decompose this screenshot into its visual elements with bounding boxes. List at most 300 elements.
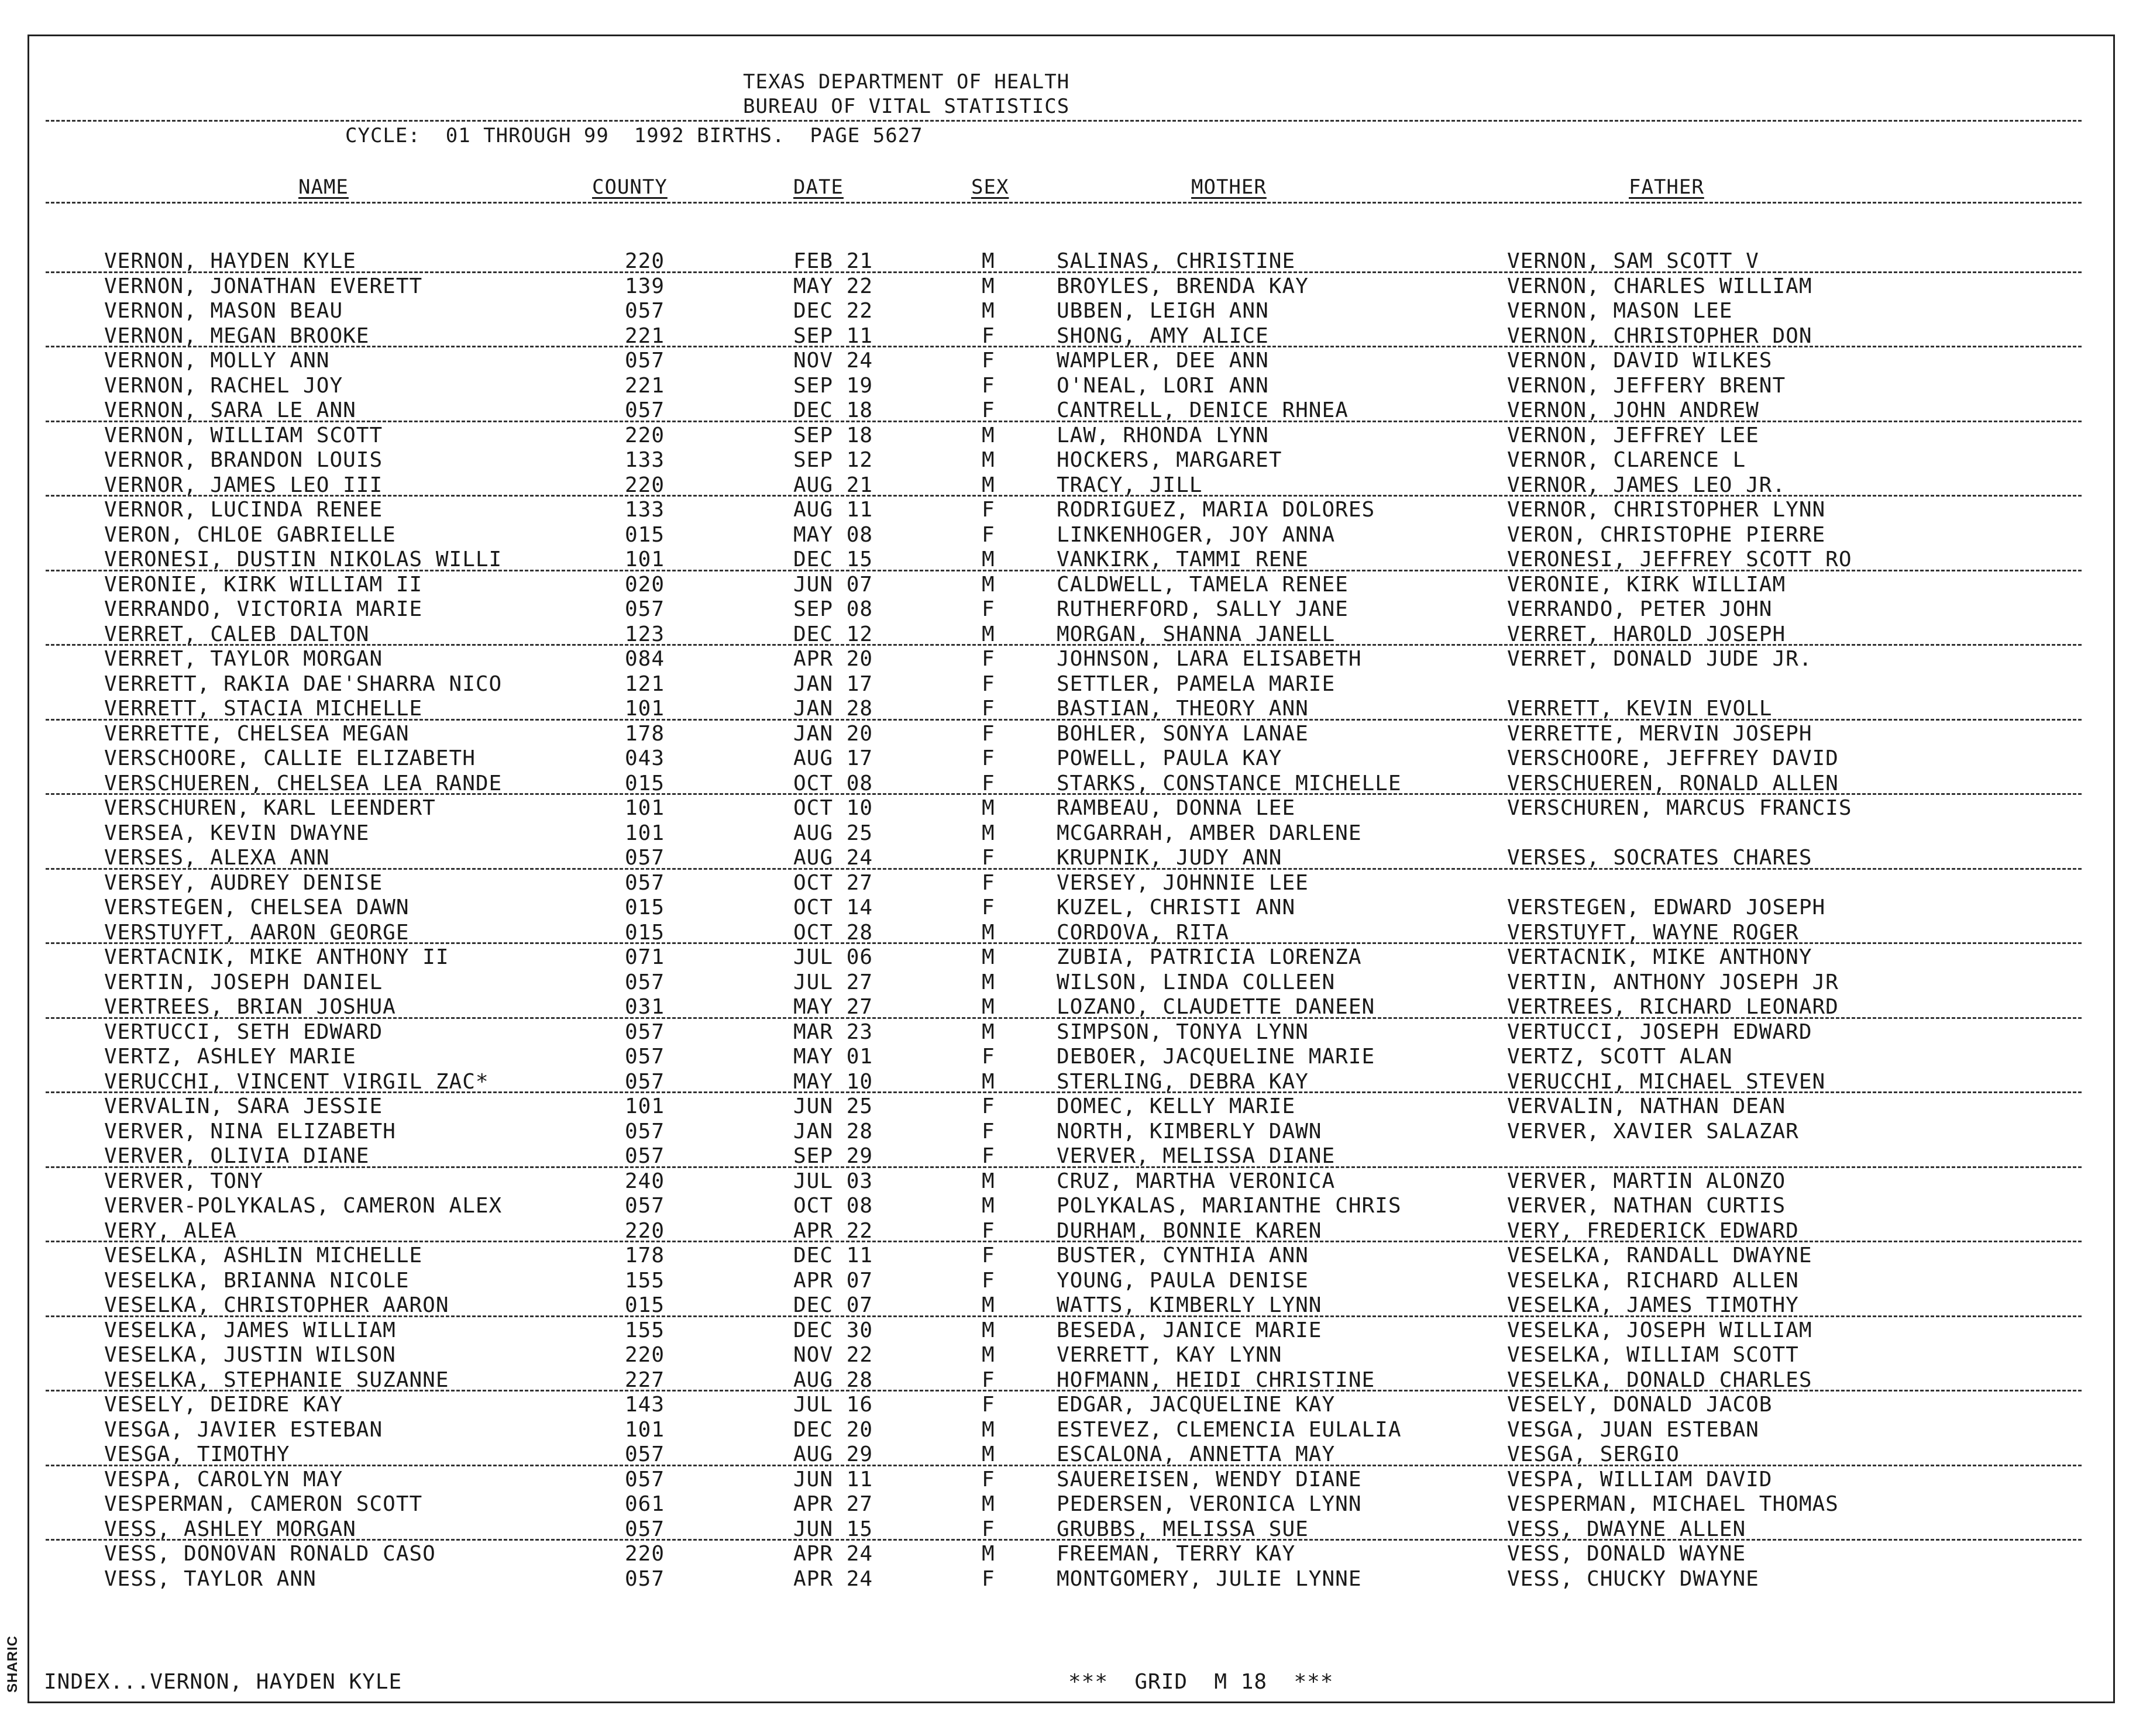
- cell-county: 057: [625, 1045, 665, 1069]
- cell-mother: JOHNSON, LARA ELISABETH: [1057, 647, 1362, 671]
- cell-date: AUG 25: [793, 821, 873, 845]
- cell-mother: ESCALONA, ANNETTA MAY: [1057, 1442, 1336, 1466]
- cell-county: 101: [625, 821, 665, 845]
- cycle-line: CYCLE: 01 THROUGH 99 1992 BIRTHS. PAGE 5627: [345, 124, 923, 147]
- cell-father: VERSTUYFT, WAYNE ROGER: [1507, 920, 1799, 945]
- table-row: [0, 448, 2136, 473]
- cell-date: AUG 28: [793, 1368, 873, 1392]
- column-header-name: NAME: [298, 175, 349, 199]
- cell-name: VESELKA, JAMES WILLIAM: [104, 1318, 396, 1342]
- cell-county: 071: [625, 945, 665, 969]
- cell-date: FEB 21: [793, 249, 873, 273]
- cell-father: VERRET, DONALD JUDE JR.: [1507, 647, 1812, 671]
- cell-father: VERVER, XAVIER SALAZAR: [1507, 1119, 1799, 1143]
- cell-county: 220: [625, 423, 665, 447]
- cell-date: OCT 10: [793, 796, 873, 820]
- table-row: [0, 1318, 2136, 1344]
- cell-mother: VERRETT, KAY LYNN: [1057, 1343, 1282, 1367]
- cell-mother: ZUBIA, PATRICIA LORENZA: [1057, 945, 1362, 969]
- cell-sex: M: [982, 473, 995, 497]
- table-row: [0, 597, 2136, 622]
- cell-date: APR 24: [793, 1542, 873, 1566]
- cell-father: VERON, CHRISTOPHE PIERRE: [1507, 522, 1826, 547]
- cell-date: OCT 14: [793, 895, 873, 919]
- cell-county: 220: [625, 1343, 665, 1367]
- table-row: [0, 1120, 2136, 1145]
- cell-sex: F: [982, 1566, 995, 1591]
- cell-father: VERNON, CHRISTOPHER DON: [1507, 323, 1812, 348]
- cell-name: VERRETTE, CHELSEA MEGAN: [104, 721, 410, 746]
- cell-date: SEP 12: [793, 448, 873, 472]
- cell-date: DEC 18: [793, 398, 873, 422]
- cell-mother: NORTH, KIMBERLY DAWN: [1057, 1119, 1322, 1143]
- cell-date: JUN 11: [793, 1467, 873, 1492]
- table-row: [0, 299, 2136, 324]
- table-row: [0, 274, 2136, 299]
- cell-name: VERONIE, KIRK WILLIAM II: [104, 572, 423, 597]
- cell-date: MAR 23: [793, 1019, 873, 1044]
- cell-mother: PEDERSEN, VERONICA LYNN: [1057, 1492, 1362, 1516]
- cell-father: VESPA, WILLIAM DAVID: [1507, 1467, 1773, 1492]
- cell-father: VERRANDO, PETER JOHN: [1507, 597, 1773, 621]
- cell-name: VERNON, MASON BEAU: [104, 299, 343, 323]
- cell-date: JUN 07: [793, 572, 873, 597]
- table-row: [0, 647, 2136, 672]
- cell-name: VERVER, TONY: [104, 1169, 264, 1193]
- cell-sex: M: [982, 423, 995, 447]
- cell-sex: M: [982, 970, 995, 994]
- cell-father: VESS, DONALD WAYNE: [1507, 1542, 1746, 1566]
- cell-sex: F: [982, 1368, 995, 1392]
- cell-date: SEP 08: [793, 597, 873, 621]
- table-row: [0, 349, 2136, 374]
- cell-date: JAN 28: [793, 697, 873, 721]
- table-row: [0, 771, 2136, 797]
- cell-sex: M: [982, 1318, 995, 1342]
- cell-date: SEP 18: [793, 423, 873, 447]
- table-row: [0, 1269, 2136, 1294]
- cell-mother: DEBOER, JACQUELINE MARIE: [1057, 1045, 1375, 1069]
- table-row: [0, 1194, 2136, 1219]
- cell-mother: KUZEL, CHRISTI ANN: [1057, 895, 1296, 919]
- cell-date: AUG 17: [793, 746, 873, 770]
- table-row: [0, 846, 2136, 871]
- cell-county: 015: [625, 1293, 665, 1317]
- cell-county: 057: [625, 398, 665, 422]
- cell-sex: F: [982, 671, 995, 696]
- table-row: [0, 573, 2136, 598]
- cell-county: 057: [625, 1194, 665, 1218]
- cell-name: VESELKA, CHRISTOPHER AARON: [104, 1293, 449, 1317]
- cell-name: VERSCHUREN, KARL LEENDERT: [104, 796, 436, 820]
- cell-sex: F: [982, 1244, 995, 1267]
- cell-name: VERNOR, LUCINDA RENEE: [104, 498, 383, 522]
- cell-sex: M: [982, 1417, 995, 1442]
- cell-father: VERONIE, KIRK WILLIAM: [1507, 572, 1786, 597]
- cell-father: VERTACNIK, MIKE ANTHONY: [1507, 945, 1812, 969]
- table-row: [0, 1567, 2136, 1592]
- cell-name: VERSCHUEREN, CHELSEA LEA RANDE: [104, 771, 503, 795]
- table-row: [0, 1219, 2136, 1244]
- cell-county: 101: [625, 1094, 665, 1118]
- cell-county: 015: [625, 522, 665, 547]
- table-row: [0, 1020, 2136, 1045]
- column-header-sex: SEX: [971, 175, 1009, 199]
- cell-name: VERSTEGEN, CHELSEA DAWN: [104, 895, 410, 919]
- cell-sex: M: [982, 1492, 995, 1516]
- cell-sex: F: [982, 597, 995, 621]
- cell-sex: M: [982, 1019, 995, 1044]
- cell-county: 221: [625, 373, 665, 398]
- cell-county: 057: [625, 1069, 665, 1094]
- column-header-rule: [46, 202, 2082, 204]
- cell-mother: WATTS, KIMBERLY LYNN: [1057, 1293, 1322, 1317]
- table-row: [0, 796, 2136, 821]
- table-row: [0, 1468, 2136, 1493]
- cell-father: VERTREES, RICHARD LEONARD: [1507, 995, 1839, 1019]
- cell-father: VERRET, HAROLD JOSEPH: [1507, 622, 1786, 646]
- cell-name: VERRETT, STACIA MICHELLE: [104, 697, 423, 721]
- column-header-county: COUNTY: [592, 175, 668, 199]
- cell-sex: F: [982, 498, 995, 522]
- cell-sex: F: [982, 373, 995, 398]
- cell-county: 057: [625, 299, 665, 323]
- cell-mother: ESTEVEZ, CLEMENCIA EULALIA: [1057, 1417, 1402, 1442]
- cell-mother: STARKS, CONSTANCE MICHELLE: [1057, 771, 1402, 795]
- cell-father: VESGA, SERGIO: [1507, 1442, 1680, 1466]
- cell-name: VERNON, MEGAN BROOKE: [104, 323, 370, 348]
- cell-name: VERRET, TAYLOR MORGAN: [104, 647, 383, 671]
- cell-mother: O'NEAL, LORI ANN: [1057, 373, 1269, 398]
- cell-mother: LINKENHOGER, JOY ANNA: [1057, 522, 1336, 547]
- cell-sex: M: [982, 945, 995, 969]
- table-row: [0, 895, 2136, 921]
- cell-mother: SHONG, AMY ALICE: [1057, 323, 1269, 348]
- cell-father: VESELKA, DONALD CHARLES: [1507, 1368, 1812, 1392]
- table-row: [0, 1442, 2136, 1468]
- cell-father: VERSES, SOCRATES CHARES: [1507, 846, 1812, 870]
- cell-father: VERNON, MASON LEE: [1507, 299, 1733, 323]
- cell-date: MAY 22: [793, 274, 873, 298]
- cell-county: 020: [625, 572, 665, 597]
- cell-county: 123: [625, 622, 665, 646]
- cell-father: VESS, CHUCKY DWAYNE: [1507, 1566, 1759, 1591]
- table-row: [0, 1045, 2136, 1070]
- cell-mother: TRACY, JILL: [1057, 473, 1203, 497]
- cell-father: VERRETTE, MERVIN JOSEPH: [1507, 721, 1812, 746]
- cell-sex: F: [982, 1393, 995, 1417]
- cell-county: 057: [625, 1119, 665, 1143]
- cell-date: DEC 22: [793, 299, 873, 323]
- cell-mother: RUTHERFORD, SALLY JANE: [1057, 597, 1349, 621]
- cell-date: APR 20: [793, 647, 873, 671]
- cell-father: VERNON, CHARLES WILLIAM: [1507, 274, 1812, 298]
- table-row: [0, 547, 2136, 573]
- cell-date: DEC 12: [793, 622, 873, 646]
- cell-sex: M: [982, 821, 995, 845]
- cell-mother: LOZANO, CLAUDETTE DANEEN: [1057, 995, 1375, 1019]
- cell-sex: F: [982, 697, 995, 721]
- cell-father: VERSTEGEN, EDWARD JOSEPH: [1507, 895, 1826, 919]
- column-header-father: FATHER: [1629, 175, 1704, 199]
- cell-date: SEP 11: [793, 323, 873, 348]
- cell-mother: POWELL, PAULA KAY: [1057, 746, 1282, 770]
- table-row: [0, 398, 2136, 423]
- cell-sex: M: [982, 622, 995, 646]
- cell-name: VESPERMAN, CAMERON SCOTT: [104, 1492, 423, 1516]
- cell-mother: VERSEY, JOHNNIE LEE: [1057, 870, 1309, 895]
- cell-sex: M: [982, 920, 995, 945]
- cell-sex: F: [982, 1119, 995, 1143]
- cell-name: VERON, CHLOE GABRIELLE: [104, 522, 396, 547]
- table-row: [0, 1393, 2136, 1418]
- cell-sex: F: [982, 522, 995, 547]
- cell-father: VESELKA, JOSEPH WILLIAM: [1507, 1318, 1812, 1342]
- cell-sex: M: [982, 796, 995, 820]
- table-row: [0, 622, 2136, 647]
- cell-name: VESELKA, JUSTIN WILSON: [104, 1343, 396, 1367]
- table-row: [0, 423, 2136, 449]
- cell-mother: CANTRELL, DENICE RHNEA: [1057, 398, 1349, 422]
- cell-name: VERVALIN, SARA JESSIE: [104, 1094, 383, 1118]
- cell-date: MAY 10: [793, 1069, 873, 1094]
- table-row: [0, 374, 2136, 399]
- cell-county: 101: [625, 547, 665, 571]
- cell-father: VESS, DWAYNE ALLEN: [1507, 1517, 1746, 1541]
- cell-county: 015: [625, 920, 665, 945]
- cell-mother: FREEMAN, TERRY KAY: [1057, 1542, 1296, 1566]
- cell-county: 133: [625, 498, 665, 522]
- cell-date: NOV 24: [793, 349, 873, 373]
- cell-county: 057: [625, 870, 665, 895]
- cell-father: VERUCCHI, MICHAEL STEVEN: [1507, 1069, 1826, 1094]
- cell-name: VERONESI, DUSTIN NIKOLAS WILLI: [104, 547, 503, 571]
- cell-mother: VANKIRK, TAMMI RENE: [1057, 547, 1309, 571]
- cell-name: VESELKA, BRIANNA NICOLE: [104, 1268, 410, 1293]
- table-row: [0, 498, 2136, 523]
- cell-county: 057: [625, 1442, 665, 1466]
- footer-grid: *** GRID M 18 ***: [1068, 1670, 1334, 1694]
- cell-date: OCT 08: [793, 1194, 873, 1218]
- cell-county: 031: [625, 995, 665, 1019]
- cell-county: 101: [625, 697, 665, 721]
- cell-name: VERSES, ALEXA ANN: [104, 846, 330, 870]
- cell-county: 043: [625, 746, 665, 770]
- table-row: [0, 1070, 2136, 1095]
- cell-date: JUL 27: [793, 970, 873, 994]
- cell-sex: F: [982, 746, 995, 770]
- cell-mother: VERVER, MELISSA DIANE: [1057, 1144, 1336, 1168]
- cell-sex: M: [982, 448, 995, 472]
- cell-sex: M: [982, 572, 995, 597]
- cell-name: VERNON, RACHEL JOY: [104, 373, 343, 398]
- cell-name: VESELKA, ASHLIN MICHELLE: [104, 1244, 423, 1267]
- table-row: [0, 1293, 2136, 1318]
- cell-county: 155: [625, 1268, 665, 1293]
- table-row: [0, 249, 2136, 274]
- table-row: [0, 1492, 2136, 1517]
- cell-county: 121: [625, 671, 665, 696]
- cell-date: JUN 25: [793, 1094, 873, 1118]
- table-row: [0, 1343, 2136, 1368]
- table-row: [0, 722, 2136, 747]
- cell-sex: F: [982, 771, 995, 795]
- cell-date: MAY 27: [793, 995, 873, 1019]
- cell-county: 227: [625, 1368, 665, 1392]
- cell-father: VERY, FREDERICK EDWARD: [1507, 1218, 1799, 1243]
- cell-father: VERTZ, SCOTT ALAN: [1507, 1045, 1733, 1069]
- cell-date: JUN 15: [793, 1517, 873, 1541]
- cell-father: VERVER, NATHAN CURTIS: [1507, 1194, 1786, 1218]
- cell-date: MAY 01: [793, 1045, 873, 1069]
- cell-father: VERVER, MARTIN ALONZO: [1507, 1169, 1786, 1193]
- cell-mother: RAMBEAU, DONNA LEE: [1057, 796, 1296, 820]
- cell-name: VESS, TAYLOR ANN: [104, 1566, 317, 1591]
- cell-date: JUL 03: [793, 1169, 873, 1193]
- cell-name: VESS, ASHLEY MORGAN: [104, 1517, 356, 1541]
- cell-father: VERNOR, CLARENCE L: [1507, 448, 1746, 472]
- cell-county: 015: [625, 895, 665, 919]
- header-line1: TEXAS DEPARTMENT OF HEALTH: [743, 70, 1070, 94]
- cell-county: 057: [625, 597, 665, 621]
- table-row: [0, 1368, 2136, 1393]
- cell-sex: F: [982, 1467, 995, 1492]
- cell-mother: SIMPSON, TONYA LYNN: [1057, 1019, 1309, 1044]
- cell-father: VERVALIN, NATHAN DEAN: [1507, 1094, 1786, 1118]
- table-row: [0, 970, 2136, 996]
- cell-mother: HOCKERS, MARGARET: [1057, 448, 1282, 472]
- cell-father: VERONESI, JEFFREY SCOTT RO: [1507, 547, 1852, 571]
- cell-name: VERVER, OLIVIA DIANE: [104, 1144, 370, 1168]
- cell-date: AUG 29: [793, 1442, 873, 1466]
- cell-name: VERNON, JONATHAN EVERETT: [104, 274, 423, 298]
- cell-county: 057: [625, 1144, 665, 1168]
- cell-mother: YOUNG, PAULA DENISE: [1057, 1268, 1309, 1293]
- cell-county: 084: [625, 647, 665, 671]
- cell-name: VERTREES, BRIAN JOSHUA: [104, 995, 396, 1019]
- cell-date: AUG 21: [793, 473, 873, 497]
- cell-father: VERRETT, KEVIN EVOLL: [1507, 697, 1773, 721]
- cell-father: VESELKA, JAMES TIMOTHY: [1507, 1293, 1799, 1317]
- cell-father: VERNOR, JAMES LEO JR.: [1507, 473, 1786, 497]
- cell-name: VESELKA, STEPHANIE SUZANNE: [104, 1368, 449, 1392]
- cell-county: 143: [625, 1393, 665, 1417]
- cell-name: VERUCCHI, VINCENT VIRGIL ZAC*: [104, 1069, 489, 1094]
- cell-mother: MORGAN, SHANNA JANELL: [1057, 622, 1336, 646]
- cell-county: 057: [625, 349, 665, 373]
- cell-date: APR 27: [793, 1492, 873, 1516]
- cell-sex: M: [982, 1169, 995, 1193]
- cell-father: VERSCHUEREN, RONALD ALLEN: [1507, 771, 1839, 795]
- cell-sex: M: [982, 1194, 995, 1218]
- cell-sex: M: [982, 249, 995, 273]
- cell-county: 178: [625, 1244, 665, 1267]
- cell-county: 057: [625, 846, 665, 870]
- header-rule: [46, 120, 2082, 122]
- cell-mother: BASTIAN, THEORY ANN: [1057, 697, 1309, 721]
- cell-county: 057: [625, 1019, 665, 1044]
- cell-sex: F: [982, 1268, 995, 1293]
- cell-county: 155: [625, 1318, 665, 1342]
- cell-mother: EDGAR, JACQUELINE KAY: [1057, 1393, 1336, 1417]
- cell-father: VERNON, SAM SCOTT V: [1507, 249, 1759, 273]
- table-row: [0, 1169, 2136, 1194]
- cell-county: 101: [625, 1417, 665, 1442]
- cell-date: DEC 20: [793, 1417, 873, 1442]
- cell-date: OCT 08: [793, 771, 873, 795]
- cell-mother: BROYLES, BRENDA KAY: [1057, 274, 1309, 298]
- cell-name: VERSCHOORE, CALLIE ELIZABETH: [104, 746, 476, 770]
- cell-name: VERRANDO, VICTORIA MARIE: [104, 597, 423, 621]
- cell-date: MAY 08: [793, 522, 873, 547]
- cell-sex: F: [982, 846, 995, 870]
- cell-name: VERNON, SARA LE ANN: [104, 398, 356, 422]
- cell-county: 057: [625, 1566, 665, 1591]
- table-row: [0, 1094, 2136, 1120]
- cell-date: DEC 11: [793, 1244, 873, 1267]
- cell-father: VERTIN, ANTHONY JOSEPH JR: [1507, 970, 1839, 994]
- cell-date: JAN 20: [793, 721, 873, 746]
- table-row: [0, 921, 2136, 946]
- cell-mother: BOHLER, SONYA LANAE: [1057, 721, 1309, 746]
- cell-father: VESELKA, WILLIAM SCOTT: [1507, 1343, 1799, 1367]
- cell-sex: F: [982, 323, 995, 348]
- cell-name: VESGA, TIMOTHY: [104, 1442, 290, 1466]
- cell-name: VERTZ, ASHLEY MARIE: [104, 1045, 356, 1069]
- header-line2: BUREAU OF VITAL STATISTICS: [743, 95, 1070, 118]
- cell-county: 139: [625, 274, 665, 298]
- cell-mother: BUSTER, CYNTHIA ANN: [1057, 1244, 1309, 1267]
- table-row: [0, 523, 2136, 548]
- cell-name: VERNOR, JAMES LEO III: [104, 473, 383, 497]
- cell-name: VERNON, MOLLY ANN: [104, 349, 330, 373]
- table-row: [0, 871, 2136, 896]
- table-row: [0, 1517, 2136, 1542]
- cell-name: VERVER-POLYKALAS, CAMERON ALEX: [104, 1194, 503, 1218]
- cell-name: VERVER, NINA ELIZABETH: [104, 1119, 396, 1143]
- column-header-mother: MOTHER: [1191, 175, 1267, 199]
- cell-father: VERSCHUREN, MARCUS FRANCIS: [1507, 796, 1852, 820]
- cell-mother: KRUPNIK, JUDY ANN: [1057, 846, 1282, 870]
- cell-date: APR 24: [793, 1566, 873, 1591]
- cell-name: VESELY, DEIDRE KAY: [104, 1393, 343, 1417]
- cell-county: 220: [625, 473, 665, 497]
- cell-sex: F: [982, 1094, 995, 1118]
- cell-date: OCT 28: [793, 920, 873, 945]
- records-table: [0, 249, 2136, 1592]
- cell-mother: GRUBBS, MELISSA SUE: [1057, 1517, 1309, 1541]
- cell-mother: UBBEN, LEIGH ANN: [1057, 299, 1269, 323]
- cell-sex: F: [982, 398, 995, 422]
- cell-sex: F: [982, 1045, 995, 1069]
- cell-sex: M: [982, 1069, 995, 1094]
- cell-mother: WILSON, LINDA COLLEEN: [1057, 970, 1336, 994]
- cell-date: DEC 07: [793, 1293, 873, 1317]
- cell-name: VERTACNIK, MIKE ANTHONY II: [104, 945, 449, 969]
- cell-father: VERSCHOORE, JEFFREY DAVID: [1507, 746, 1839, 770]
- cell-county: 101: [625, 796, 665, 820]
- cell-mother: CORDOVA, RITA: [1057, 920, 1229, 945]
- cell-father: VERNOR, CHRISTOPHER LYNN: [1507, 498, 1826, 522]
- cell-mother: CALDWELL, TAMELA RENEE: [1057, 572, 1349, 597]
- cell-sex: M: [982, 1542, 995, 1566]
- cell-mother: SETTLER, PAMELA MARIE: [1057, 671, 1336, 696]
- cell-name: VERNON, WILLIAM SCOTT: [104, 423, 383, 447]
- cell-date: AUG 24: [793, 846, 873, 870]
- cell-date: OCT 27: [793, 870, 873, 895]
- cell-father: VESELKA, RICHARD ALLEN: [1507, 1268, 1799, 1293]
- cell-sex: M: [982, 299, 995, 323]
